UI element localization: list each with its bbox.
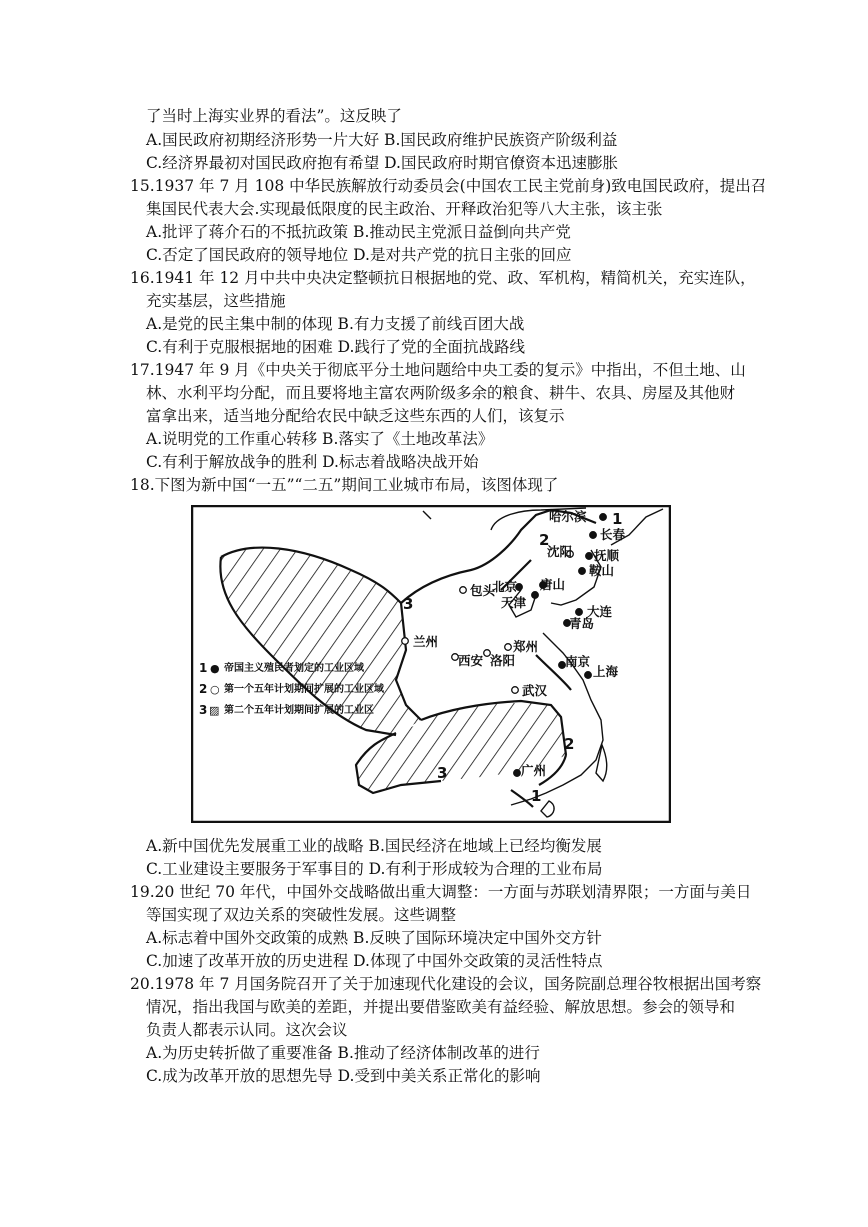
city-marker-filled	[579, 568, 586, 575]
option-line: C.有利于克服根据地的困难 D.践行了党的全面抗战路线	[146, 338, 525, 356]
region-number: 2	[539, 531, 550, 549]
region-number: 2	[564, 735, 575, 753]
industrial-city-map	[191, 505, 671, 823]
city-marker-filled	[590, 532, 597, 539]
svg-text:○: ○	[210, 683, 220, 696]
city-label: 长春	[600, 527, 626, 542]
option-line: A.是党的民主集中制的体现 B.有力支援了前线百团大战	[146, 315, 525, 333]
city-label: 哈尔滨	[549, 509, 587, 524]
city-label: 郑州	[513, 639, 539, 654]
question-17: 17.1947 年 9 月《中央关于彻底平分土地问题给中央工委的复示》中指出，不但土地、山	[130, 361, 746, 379]
option-line: A.批评了蒋介石的不抵抗政策 B.推动民主党派日益倒向共产党	[146, 223, 571, 241]
question-15: 15.1937 年 7 月 108 中华民族解放行动委员会(中国农工民主党前身)致电国民政府，提出召	[130, 177, 767, 195]
city-marker-hollow	[460, 587, 467, 594]
option-line: A.说明党的工作重心转移 B.落实了《土地改革法》	[146, 430, 494, 448]
svg-text:第一个五年计划期间扩展的工业区域: 第一个五年计划期间扩展的工业区域	[224, 684, 384, 695]
svg-text:帝国主义殖民者划定的工业区域: 帝国主义殖民者划定的工业区域	[224, 663, 364, 674]
city-label: 沈阳	[547, 544, 573, 559]
option-line: C.有利于解放战争的胜利 D.标志着战略决战开始	[146, 453, 479, 471]
city-marker-filled	[585, 672, 592, 679]
city-label: 广州	[521, 763, 547, 778]
svg-text:第二个五年计划期间扩展的工业区: 第二个五年计划期间扩展的工业区	[224, 705, 374, 716]
text-line: 集国民代表大会.实现最低限度的民主政治、开释政治犯等八大主张，该主张	[146, 200, 663, 218]
city-label: 抚顺	[594, 548, 620, 563]
map-legend	[199, 661, 385, 717]
city-label: 北京	[492, 579, 518, 594]
option-line: A.国民政府初期经济形势一片大好 B.国民政府维护民族资产阶级利益	[146, 131, 618, 149]
option-line: C.成为改革开放的思想先导 D.受到中美关系正常化的影响	[146, 1067, 541, 1085]
option-line: C.工业建设主要服务于军事目的 D.有利于形成较为合理的工业布局	[146, 860, 603, 878]
text-line: 了当时上海实业界的看法”。这反映了	[146, 107, 402, 125]
text-line: 负责人都表示认同。这次会议	[146, 1021, 348, 1039]
text-line: 林、水利平均分配，而且要将地主富农两阶级多余的粮食、耕牛、农具、房屋及其他财	[146, 384, 736, 402]
svg-text:●: ●	[210, 662, 220, 675]
city-marker-hollow	[402, 638, 409, 645]
city-label: 包头	[470, 583, 496, 598]
question-19: 19.20 世纪 70 年代，中国外交战略做出重大调整：一方面与苏联划清界限；一方面与美日	[130, 883, 752, 901]
region-number: 1	[612, 510, 623, 528]
city-label: 兰州	[413, 634, 439, 649]
option-line: A.新中国优先发展重工业的战略 B.国民经济在地域上已经均衡发展	[146, 837, 602, 855]
region-number: 3	[403, 595, 414, 613]
question-20: 20.1978 年 7 月国务院召开了关于加速现代化建设的会议，国务院副总理谷牧根据出国考察	[130, 975, 762, 993]
city-marker-hollow	[512, 687, 519, 694]
city-marker-filled	[532, 592, 539, 599]
city-label: 鞍山	[589, 563, 615, 578]
city-label: 洛阳	[490, 653, 516, 668]
city-label: 青岛	[569, 616, 595, 631]
city-label: 西安	[458, 653, 484, 668]
text-line: 情况，指出我国与欧美的差距，并提出要借鉴欧美有益经验、解放思想。参会的领导和	[146, 998, 736, 1016]
svg-text:▨: ▨	[209, 704, 220, 717]
text-line: 充实基层，这些措施	[146, 292, 286, 310]
question-16: 16.1941 年 12 月中共中央决定整顿抗日根据地的党、政、军机构，精简机关，充实连队，	[130, 269, 756, 287]
region-number: 1	[531, 787, 542, 805]
city-marker-filled	[586, 553, 593, 560]
city-label: 武汉	[522, 683, 548, 698]
option-line: A.标志着中国外交政策的成熟 B.反映了国际环境决定中国外交方针	[146, 929, 602, 947]
city-marker-filled	[576, 609, 583, 616]
city-label: 天津	[501, 595, 527, 610]
city-label: 大连	[587, 604, 613, 619]
region-number: 3	[437, 764, 448, 782]
text-line: 富拿出来，适当地分配给农民中缺乏这些东西的人们，该复示	[146, 407, 565, 425]
option-line: C.经济界最初对国民政府抱有希望 D.国民政府时期官僚资本迅速膨胀	[146, 154, 618, 172]
option-line: A.为历史转折做了重要准备 B.推动了经济体制改革的进行	[146, 1044, 540, 1062]
text-line: 等国实现了双边关系的突破性发展。这些调整	[146, 906, 457, 924]
city-label: 南京	[565, 654, 591, 669]
svg-text:1: 1	[199, 661, 208, 675]
question-18: 18.下图为新中国“一五”“二五”期间工业城市布局，该图体现了	[130, 476, 559, 494]
city-marker-filled	[514, 770, 521, 777]
svg-text:3: 3	[199, 703, 208, 717]
city-marker-filled	[600, 514, 607, 521]
city-label: 上海	[593, 664, 619, 679]
svg-text:2: 2	[199, 682, 208, 696]
city-label: 唐山	[540, 577, 566, 592]
option-line: C.否定了国民政府的领导地位 D.是对共产党的抗日主张的回应	[146, 246, 572, 264]
city-marker-hollow	[505, 644, 512, 651]
option-line: C.加速了改革开放的历史进程 D.体现了中国外交政策的灵活性特点	[146, 952, 603, 970]
